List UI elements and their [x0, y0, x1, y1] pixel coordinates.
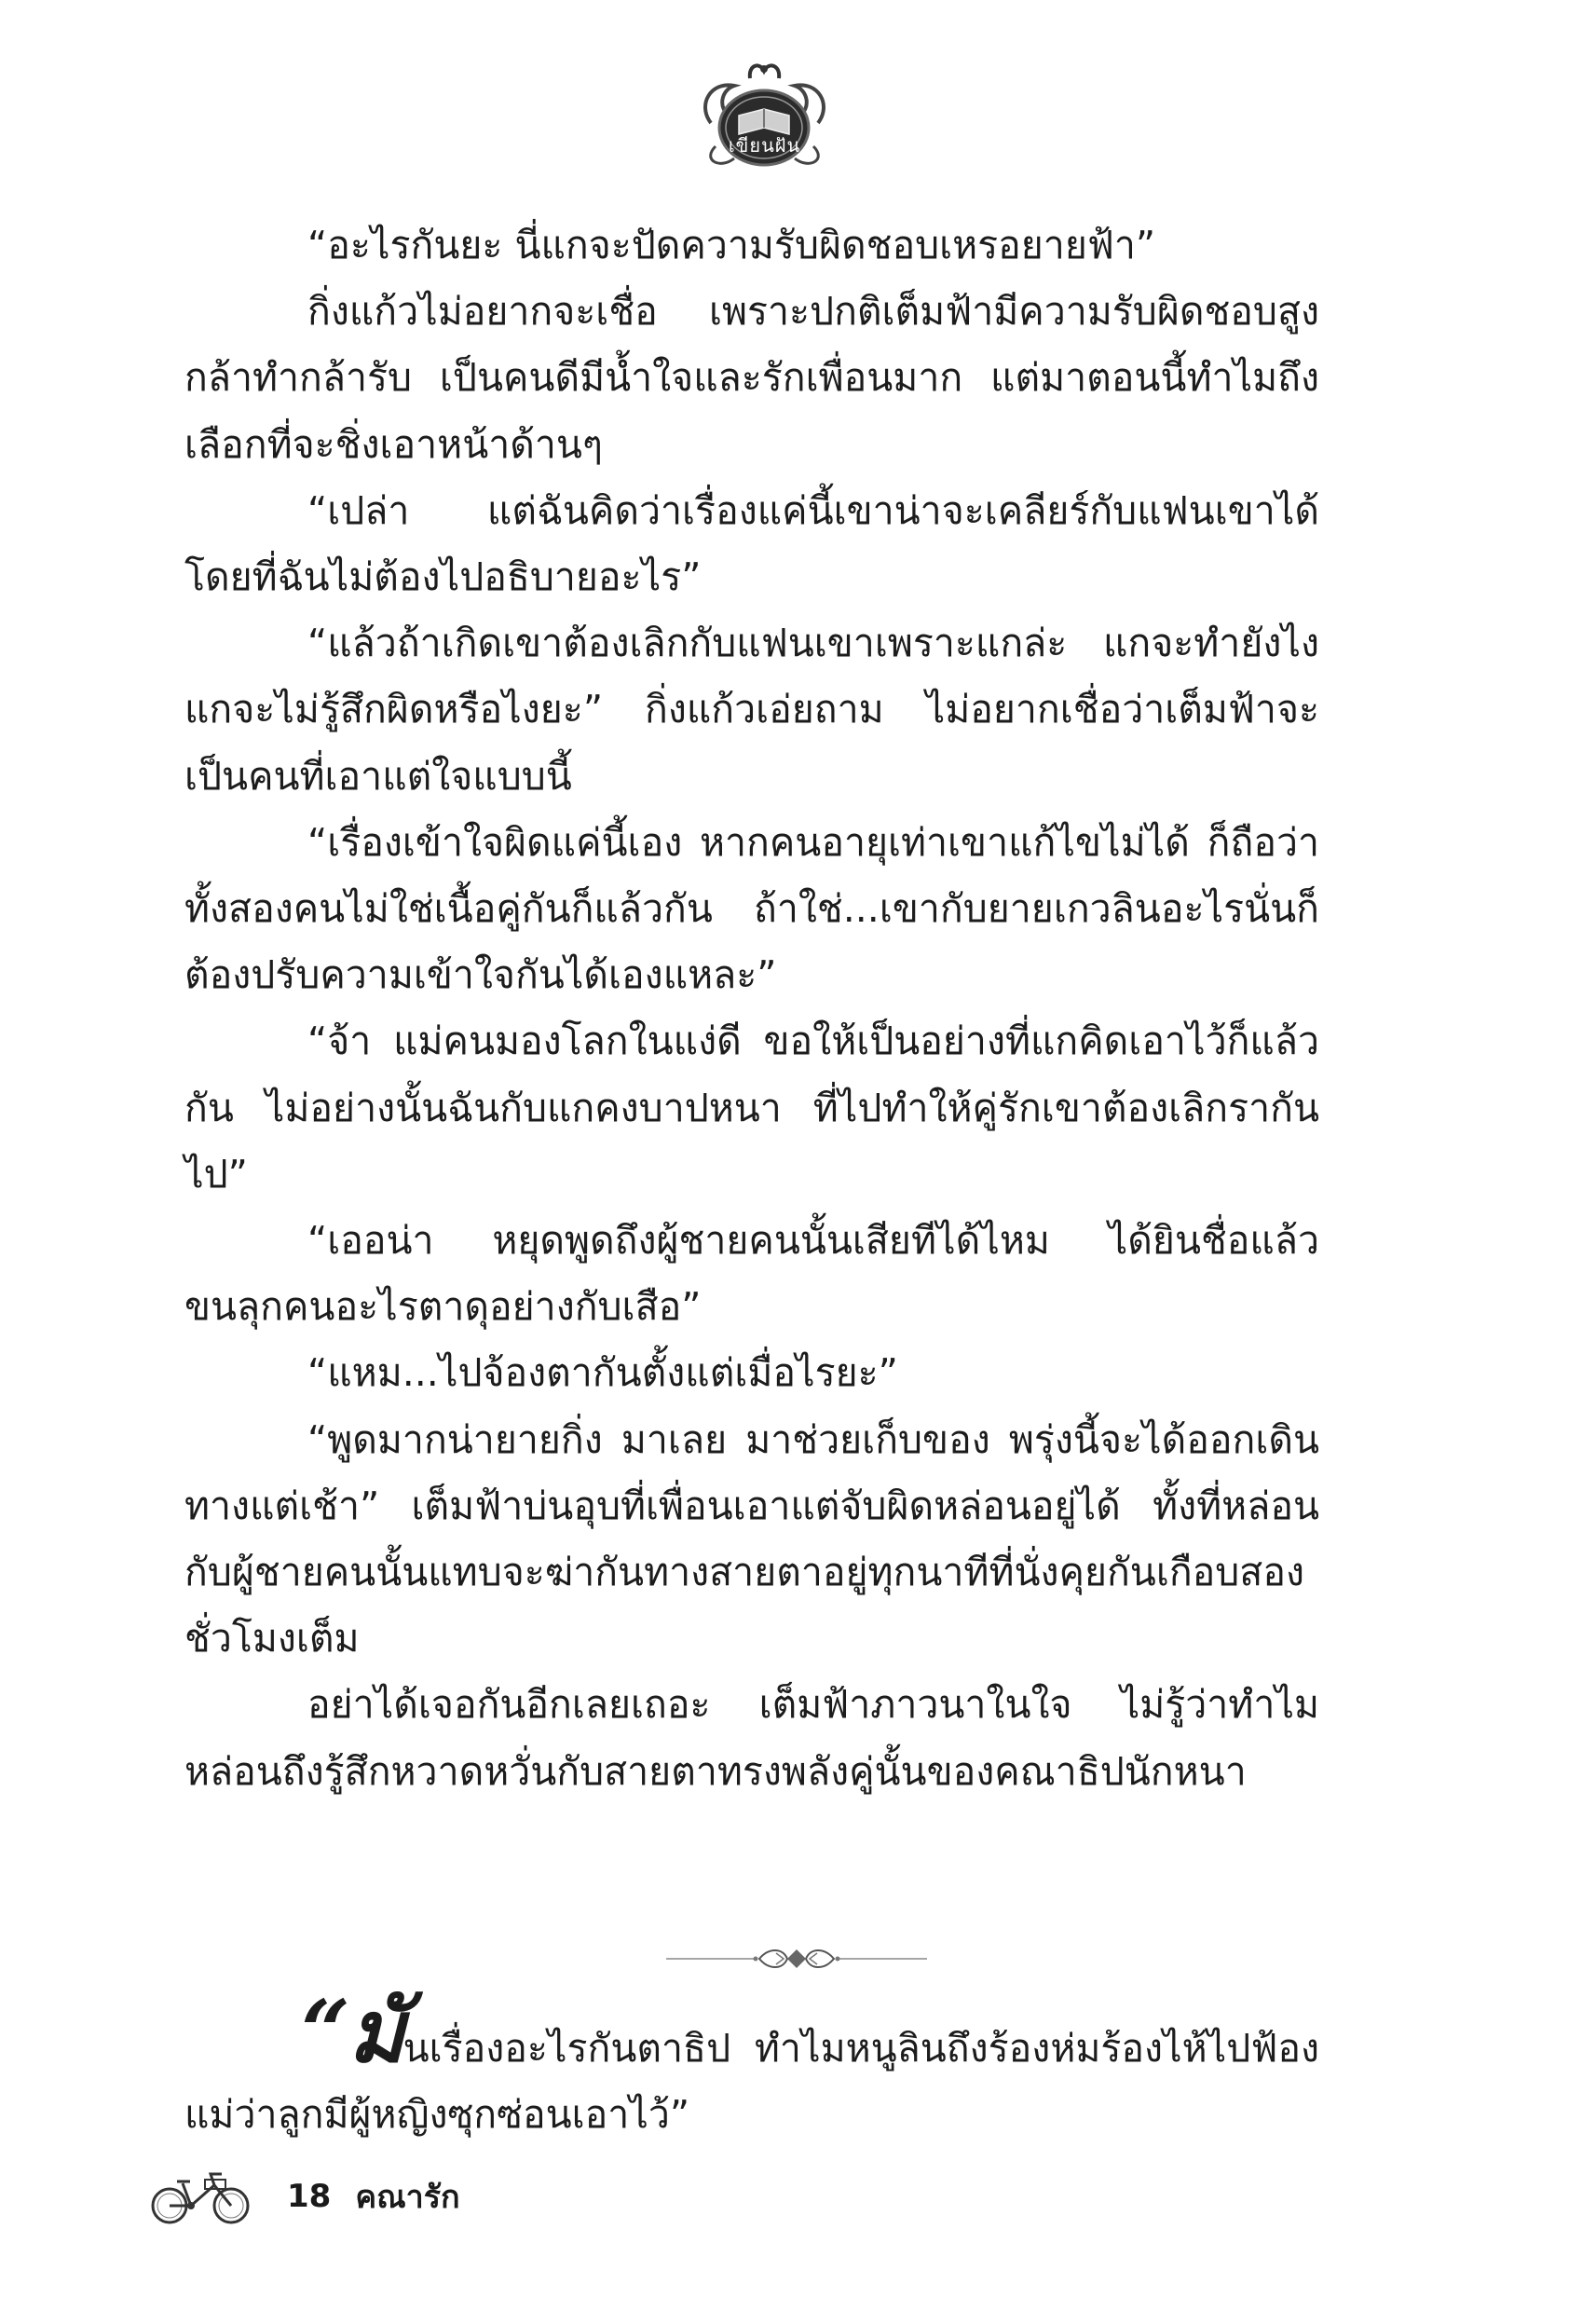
- paragraph: “จ้า แม่คนมองโลกในแง่ดี ขอให้เป็นอย่างที่แกคิดเอาไว้ก็แล้วกัน ไม่อย่างนั้นฉันกับแกคงบาปหนา ที่ไปทำให้คู่รักเขาต้องเลิกรากันไป”: [184, 1019, 1319, 1197]
- page-number: 18: [287, 2178, 332, 2215]
- paragraph: “แล้วถ้าเกิดเขาต้องเลิกกับแฟนเขาเพราะแกล่ะ แกจะทำยังไง แกจะไม่รู้สึกผิดหรือไงยะ” กิ่งแก้วเอ่ยถาม ไม่อยากเชื่อว่าเต็มฟ้าจะเป็นคนที่เอาแต่ใจแบบนี้: [184, 621, 1319, 799]
- page-footer: [149, 2164, 460, 2229]
- chapter-opening: [184, 1981, 1319, 2148]
- paragraph: “เออน่า หยุดพูดถึงผู้ชายคนนั้นเสียทีได้ไหม ได้ยินชื่อแล้วขนลุกคนอะไรตาดุอย่างกับเสือ”: [184, 1218, 1319, 1330]
- paragraph: “พูดมากน่ายายกิ่ง มาเลย มาช่วยเก็บของ พรุ่งนี้จะได้ออกเดินทางแต่เช้า” เต็มฟ้าบ่นอุบที่เพื่อนเอาแต่จับผิดหล่อนอยู่ได้ ทั้งที่หล่อนกับผู้ชายคนนั้นแทบจะฆ่ากันทางสายตาอยู่ทุกนาทีที่นั่งคุยกันเกือบสองชั่วโมงเต็ม: [184, 1416, 1319, 1661]
- chapter-paragraph: [184, 1981, 1319, 2148]
- bicycle-icon: [149, 2167, 252, 2226]
- emblem-text: เขียนฝัน: [728, 134, 801, 157]
- drop-cap: “มั: [301, 1981, 403, 2082]
- publisher-emblem: [692, 58, 837, 174]
- paragraph: กิ่งแก้วไม่อยากจะเชื่อ เพราะปกติเต็มฟ้ามีความรับผิดชอบสูง กล้าทำกล้ารับ เป็นคนดีมีน้ำใจและรักเพื่อนมาก แต่มาตอนนี้ทำไมถึงเลือกที่จะชิ่งเอาหน้าด้านๆ: [184, 289, 1319, 467]
- paragraph: “อะไรกันยะ นี่แกจะปัดความรับผิดชอบเหรอยายฟ้า”: [307, 223, 1156, 267]
- paragraph: “แหม...ไปจ้องตากันตั้งแต่เมื่อไรยะ”: [307, 1350, 898, 1396]
- paragraph: “เปล่า แต่ฉันคิดว่าเรื่องแค่นี้เขาน่าจะเคลียร์กับแฟนเขาได้ โดยที่ฉันไม่ต้องไปอธิบายอะไร”: [184, 487, 1319, 600]
- section-divider: [666, 1940, 927, 1977]
- ornament-icon: [666, 1940, 927, 1977]
- chapter-text: นเรื่องอะไรกันตาธิป ทำไมหนูลินถึงร้องห่มร้องไห้ไปฟ้องแม่ว่าลูกมีผู้หญิงซุกซ่อนเอาไว้”: [184, 2026, 1319, 2138]
- paragraph: อย่าได้เจอกันอีกเลยเถอะ เต็มฟ้าภาวนาในใจ ไม่รู้ว่าทำไมหล่อนถึงรู้สึกหวาดหวั่นกับสายตาทรงพลังคู่นั้นของคณาธิปนักหนา: [184, 1682, 1319, 1794]
- book-title: คณารัก: [355, 2179, 460, 2216]
- paragraph: “เรื่องเข้าใจผิดแค่นี้เอง หากคนอายุเท่าเขาแก้ไขไม่ได้ ก็ถือว่าทั้งสองคนไม่ใช่เนื้อคู่กันก็แล้วกัน ถ้าใช่...เขากับยายเกวลินอะไรนั่นก็ต้องปรับความเข้าใจกันได้เองแหละ”: [184, 819, 1319, 998]
- body-text: [184, 212, 1319, 1805]
